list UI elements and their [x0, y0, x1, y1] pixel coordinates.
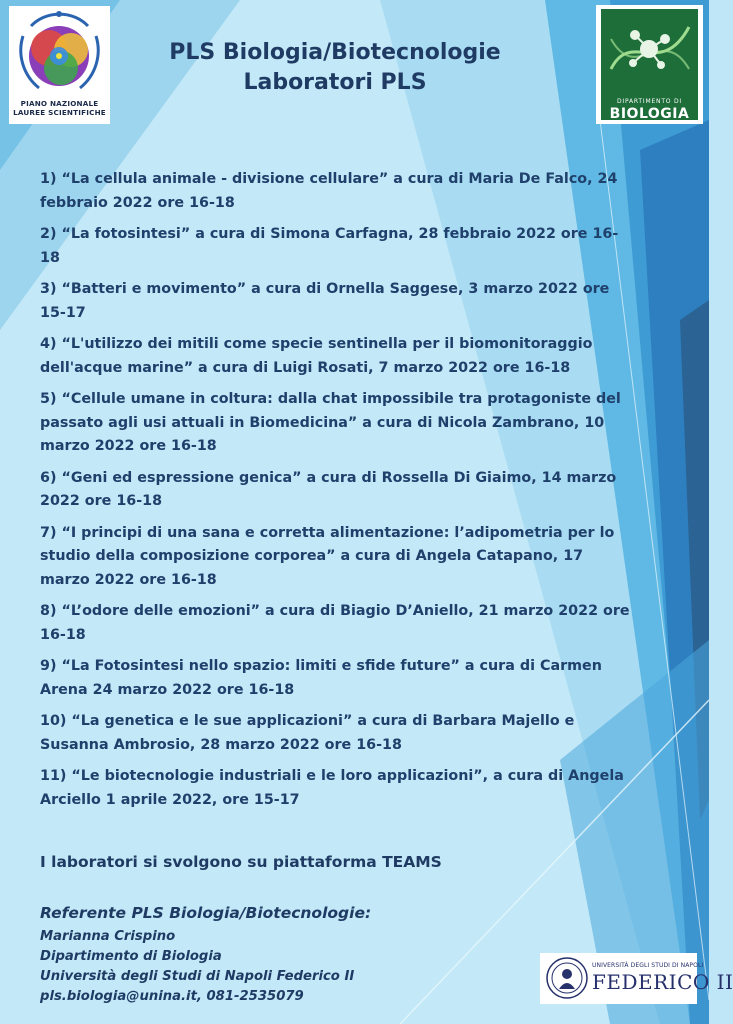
- referent-heading: Referente PLS Biologia/Biotecnologie:: [40, 904, 372, 922]
- federico-logo-line2: FEDERICO II: [592, 970, 733, 994]
- list-item: 9) “La Fotosintesi nello spazio: limiti e sfide future” a cura di Carmen Arena 24 marzo 2022 ore 16-18: [40, 658, 602, 698]
- list-item: 6) “Geni ed espressione genica” a cura di Rossella Di Giaimo, 14 marzo 2022 ore 16-18: [40, 469, 617, 509]
- list-item: 8) “L’odore delle emozioni” a cura di Biagio D’Aniello, 21 marzo 2022 ore 16-18: [40, 603, 630, 643]
- pls-emblem-icon: [9, 6, 110, 98]
- referent-contact[interactable]: pls.biologia@unina.it, 081-2535079: [40, 989, 304, 1004]
- list-item: 1) “La cellula animale - divisione cellulare” a cura di Maria De Falco, 24 febbraio 2022 ore 16-18: [40, 171, 618, 211]
- biologia-logo-line1: DIPARTIMENTO DI: [616, 98, 683, 105]
- list-item: 4) “L'utilizzo dei mitili come specie sentinella per il biomonitoraggio dell'acque marine” a cura di Luigi Rosati, 7 marzo 2022 ore 16-18: [40, 336, 593, 376]
- biologia-logo: [596, 5, 703, 124]
- referent-department: Dipartimento di Biologia: [40, 949, 222, 964]
- lab-list: [40, 168, 630, 820]
- pls-logo-caption-line1: PIANO NAZIONALE: [20, 99, 99, 108]
- list-item: 7) “I principi di una sana e corretta alimentazione: l’adipometria per lo studio della composizione corporea” a cura di Angela Catapano, 17 marzo 2022 ore 16-18: [40, 524, 615, 588]
- pls-logo: [9, 6, 110, 124]
- university-seal-icon: [546, 957, 588, 999]
- title-line1: PLS Biologia/Biotecnologie: [169, 40, 501, 65]
- page-title: [130, 38, 540, 98]
- dna-molecule-icon: [601, 9, 698, 95]
- title-line2: Laboratori PLS: [243, 70, 427, 95]
- list-item: 3) “Batteri e movimento” a cura di Ornella Saggese, 3 marzo 2022 ore 15-17: [40, 281, 610, 321]
- federico-logo: [540, 953, 733, 1004]
- referent-details: [40, 927, 354, 1007]
- list-item: 5) “Cellule umane in coltura: dalla chat impossibile tra protagoniste del passato agli usi attuali in Biomedicina” a cura di Nicola Zambrano, 10 marzo 2022 ore 16-18: [40, 391, 621, 454]
- referent-name: Marianna Crispino: [40, 929, 176, 944]
- list-item: 10) “La genetica e le sue applicazioni” a cura di Barbara Majello e Susanna Ambrosio, 28 marzo 2022 ore 16-18: [40, 713, 575, 753]
- list-item: 2) “La fotosintesi” a cura di Simona Carfagna, 28 febbraio 2022 ore 16-18: [40, 226, 619, 266]
- biologia-logo-line2: BIOLOGIA: [609, 106, 690, 122]
- federico-logo-line1: UNIVERSITÀ DEGLI STUDI DI NAPOLI: [592, 962, 704, 969]
- list-item: 11) “Le biotecnologie industriali e le loro applicazioni”, a cura di Angela Arciello 1 aprile 2022, ore 15-17: [40, 768, 624, 808]
- pls-logo-caption-line2: LAUREE SCIENTIFICHE: [13, 108, 106, 117]
- platform-note: I laboratori si svolgono su piattaforma TEAMS: [40, 853, 442, 871]
- referent-university: Università degli Studi di Napoli Federico II: [40, 969, 355, 984]
